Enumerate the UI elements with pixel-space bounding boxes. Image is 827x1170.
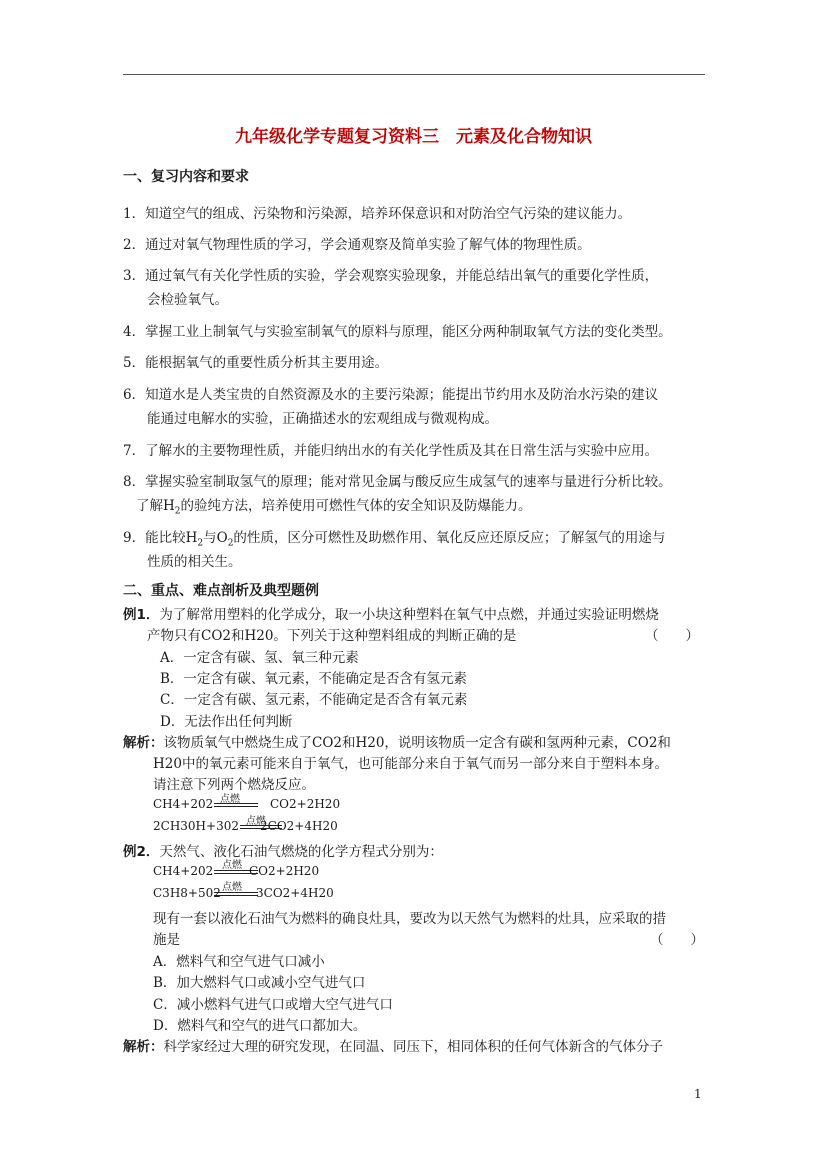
equation-right: CO2+2H20 (270, 797, 341, 811)
example-2-stem-3: 施是 (153, 932, 180, 948)
reaction-condition: 点燃 (222, 860, 242, 871)
reaction-condition: 点燃 (246, 816, 266, 827)
example-1-stem: 例1．为了解常用塑料的化学成分，取一小块这种塑料在氧气中点燃，并通过实验证明燃烧 (123, 607, 659, 623)
equation-left: 2CH30H+302 (153, 819, 239, 833)
list-item-continuation: 了解$H_2$的验纯方法，培养使用可燃性气体的安全知识及防爆能力。 (136, 498, 532, 517)
reaction-condition: 点燃 (222, 882, 242, 893)
example-label: 例1． (123, 607, 160, 623)
option: C．一定含有碳、氢元素，不能确定是否含有氧元素 (160, 692, 468, 708)
option: D．无法作出任何判断 (160, 714, 293, 730)
header-rule (123, 74, 705, 75)
list-item-continuation: 能通过电解水的实验，正确描述水的宏观组成与微观构成。 (147, 411, 498, 427)
example-2-stem: 例2．天然气、液化石油气燃烧的化学方程式分别为： (123, 844, 443, 860)
option: B．一定含有碳、氧元素，不能确定是否含有氢元素 (160, 671, 467, 687)
analysis-2: 解析：科学家经过大理的研究发现，在同温、同压下，相同体积的任何气体新含的气体分子 (123, 1039, 663, 1055)
list-item: 6．知道水是人类宝贵的自然资源及水的主要污染源；能提出节约用水及防治水污染的建议 (123, 387, 659, 403)
reaction-arrow (214, 892, 258, 893)
reaction-arrow (214, 806, 258, 807)
analysis-line: H20中的氧元素可能来自于氧气，也可能部分来自于氧气而另一部分来自于塑料本身。 (153, 756, 668, 772)
reaction-condition: 点燃 (220, 794, 240, 805)
answer-paren: （ ） (645, 628, 699, 644)
analysis-line: 请注意下列两个燃烧反应。 (153, 777, 315, 793)
list-item-continuation: 性质的相关生。 (147, 554, 242, 570)
section-heading-2: 二、重点、难点剖析及典型题例 (123, 583, 319, 599)
list-item: 3．通过氧气有关化学性质的实验，学会观察实验现象，并能总结出氧气的重要化学性质， (123, 268, 659, 284)
list-item: 2．通过对氧气物理性质的学习，学会通观察及简单实验了解气体的物理性质。 (123, 237, 591, 253)
list-item: 4．掌握工业上制氧气与实验室制氧气的原料与原理，能区分两种制取氧气方法的变化类型。 (123, 324, 672, 340)
list-item: 5．能根据氧气的重要性质分析其主要用途。 (123, 355, 389, 371)
example-1-stem-2: 产物只有CO2和H20。下列关于这种塑料组成的判断正确的是 (147, 628, 517, 644)
equation-left: CH4+202 (153, 864, 214, 878)
analysis-1: 解析：该物质氧气中燃烧生成了CO2和H20，说明该物质一定含有碳和氢两种元素，CO2和 (123, 735, 671, 751)
equation-right: 3CO2+4H20 (256, 886, 334, 900)
equation-right: CO2+2H20 (249, 864, 320, 878)
option: A．燃料气和空气进气口减小 (153, 954, 325, 970)
list-item: 8．掌握实验室制取氢气的原理；能对常见金属与酸反应生成氢气的速率与量进行分析比较。 (123, 474, 672, 490)
reaction-arrow (214, 895, 258, 896)
option: A．一定含有碳、氢、氧三种元素 (160, 650, 359, 666)
option: C．减小燃料气进气口或增大空气进气口 (153, 997, 393, 1013)
example-label: 例2． (123, 844, 160, 860)
equation-left: CH4+202 (153, 797, 214, 811)
equation-right: 2CO2+4H20 (260, 819, 338, 833)
example-2-stem-2: 现有一套以液化石油气为燃料的确良灶具，要改为以天然气为燃料的灶具，应采取的措 (153, 911, 666, 927)
list-item: 1．知道空气的组成、污染物和污染源，培养环保意识和对防治空气污染的建议能力。 (123, 206, 632, 222)
page-title: 九年级化学专题复习资料三 元素及化合物知识 (235, 127, 592, 147)
list-item: 7．了解水的主要物理性质，并能归纳出水的有关化学性质及其在日常生活与实验中应用。 (123, 443, 659, 459)
section-heading-1: 一、复习内容和要求 (123, 169, 249, 185)
option: D．燃料气和空气的进气口都加大。 (153, 1018, 367, 1034)
list-item-continuation: 会检验氧气。 (147, 292, 228, 308)
page-number: 1 (694, 1087, 702, 1101)
answer-paren: （ ） (650, 932, 704, 948)
option: B．加大燃料气口或减小空气进气口 (153, 975, 366, 991)
equation-left: C3H8+502 (153, 886, 221, 900)
reaction-arrow (214, 803, 258, 804)
list-item: 9．能比较$H_2$与$O_2$的性质，区分可燃性及助燃作用、氧化反应还原反应；了解氢气的用途与 (123, 530, 666, 549)
